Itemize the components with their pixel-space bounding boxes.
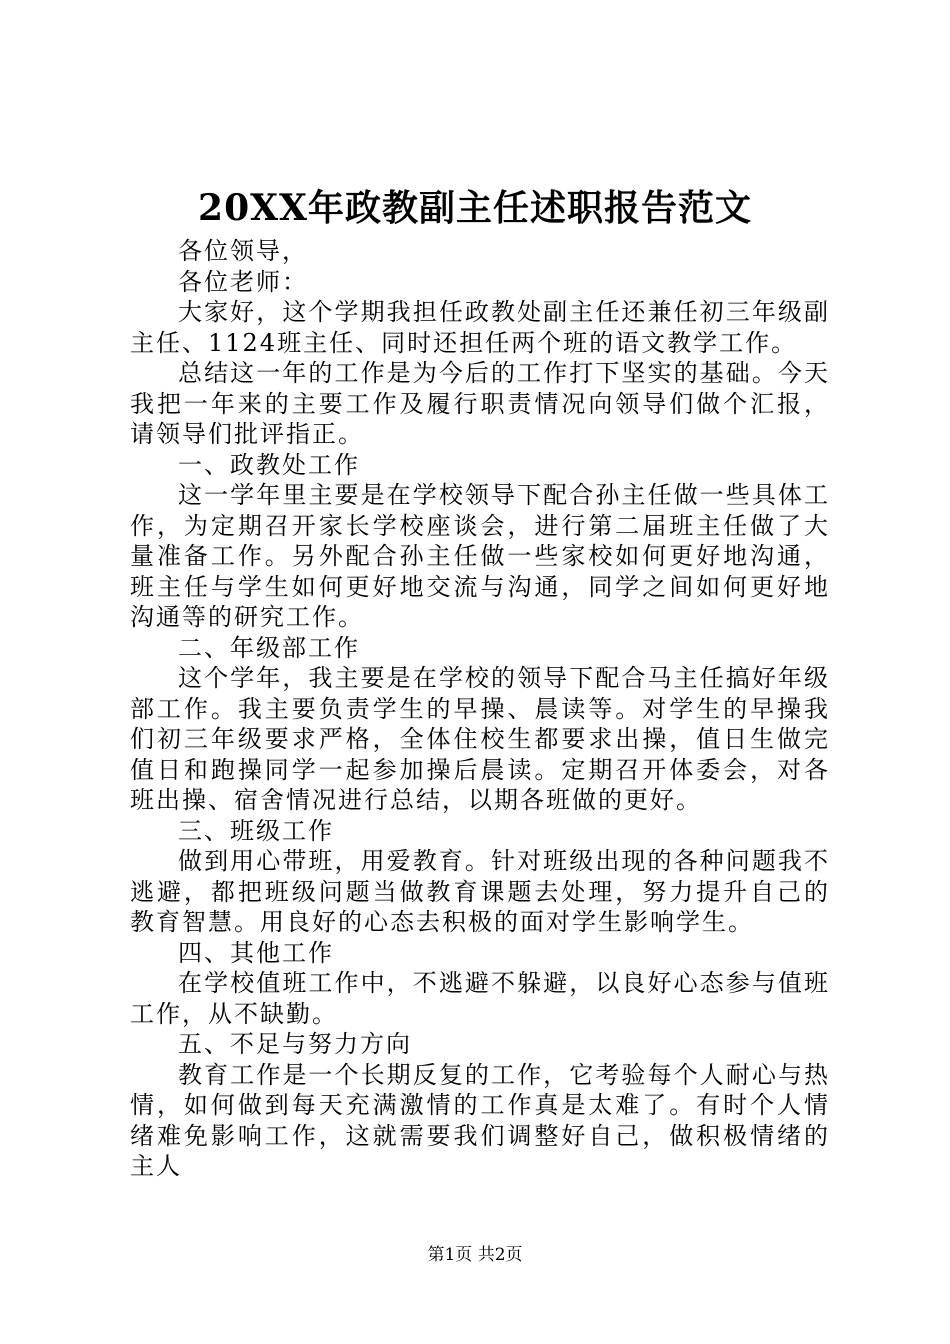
- document-body: [130, 236, 830, 1182]
- section-heading: 四、其他工作: [178, 938, 334, 967]
- section-heading: 五、不足与努力方向: [178, 1030, 412, 1058]
- body-paragraph: 这一学年里主要是在学校领导下配合孙主任做一些具体工作，为定期召开家长学校座谈会，进行第二届班主任做了大量准备工作。另外配合孙主任做一些家校如何更好地沟通，班主任与学生如何更好地交流与沟通，同学之间如何更好地沟通等的研究工作。: [130, 481, 830, 631]
- document-title: 20XX年政教副主任述职报告范文: [198, 187, 752, 229]
- body-paragraph: 总结这一年的工作是为今后的工作打下坚实的基础。今天我把一年来的主要工作及履行职责情况向领导们做个汇报，请领导们批评指正。: [130, 359, 830, 448]
- body-paragraph: 做到用心带班，用爱教育。针对班级出现的各种问题我不逃避，都把班级问题当做教育课题去处理，努力提升自己的教育智慧。用良好的心态去积极的面对学生影响学生。: [130, 847, 830, 936]
- body-paragraph: 教育工作是一个长期反复的工作，它考验每个人耐心与热情，如何做到每天充满激情的工作真是太难了。有时个人情绪难免影响工作，这就需要我们调整好自己，做积极情绪的主人: [130, 1060, 830, 1180]
- section-heading: 三、班级工作: [178, 816, 334, 845]
- body-paragraph: 这个学年，我主要是在学校的领导下配合马主任搞好年级部工作。我主要负责学生的早操、晨读等。对学生的早操我们初三年级要求严格，全体住校生都要求出操，值日生做完值日和跑操同学一起参加操后晨读。定期召开体委会，对各班出操、宿舍情况进行总结，以期各班做的更好。: [130, 664, 830, 814]
- page-number-footer: 第1页 共2页: [427, 1245, 523, 1265]
- body-paragraph: 在学校值班工作中，不逃避不躲避，以良好心态参与值班工作，从不缺勤。: [130, 969, 830, 1028]
- salutation-line: 各位老师：: [178, 267, 308, 296]
- section-heading: 一、政教处工作: [178, 450, 360, 479]
- section-heading: 二、年级部工作: [178, 633, 360, 662]
- salutation-line: 各位领导，: [178, 237, 308, 265]
- body-paragraph: 大家好，这个学期我担任政教处副主任还兼任初三年级副主任、1124班主任、同时还担任两个班的语文教学工作。: [130, 298, 830, 357]
